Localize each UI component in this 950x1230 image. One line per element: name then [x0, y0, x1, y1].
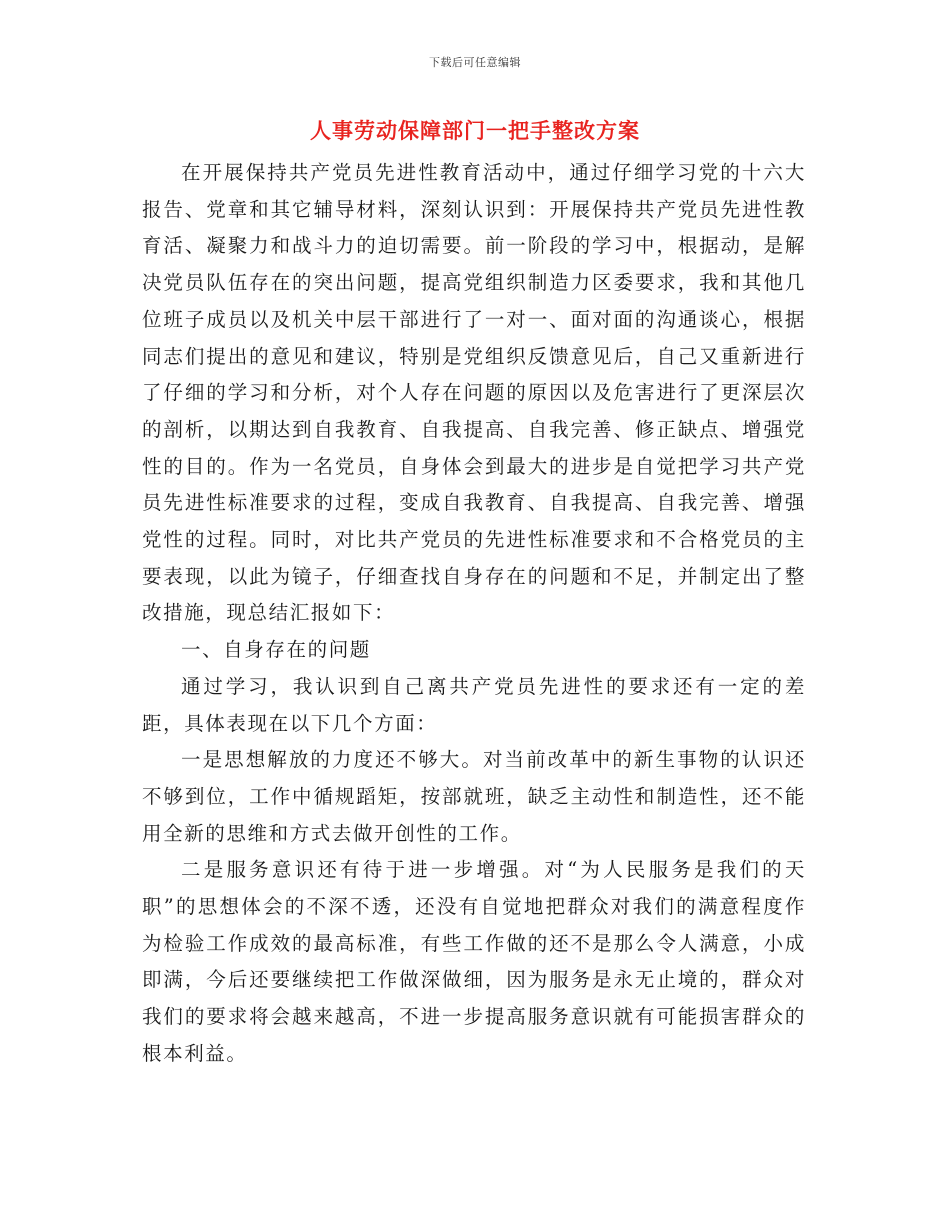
section-heading: 一、自身存在的问题	[181, 638, 371, 662]
header-note: 下载后可任意编辑	[429, 56, 521, 69]
document-body	[142, 155, 806, 1073]
document-title: 人事劳动保障部门一把手整改方案	[310, 118, 640, 143]
paragraph-point-two: 二是服务意识还有待于进一步增强。对“为人民服务是我们的天职”的思想体会的不深不透，还没有自觉地把群众对我们的满意程度作为检验工作成效的最高标准，有些工作做的还不是那么令人满意，小成即满，今后还要继续把工作做深做细，因为服务是永无止境的，群众对我们的要求将会越来越高，不进一步提高服务意识就有可能损害群众的根本利益。	[142, 858, 806, 1065]
paragraph-point-one: 一是思想解放的力度还不够大。对当前改革中的新生事物的认识还不够到位，工作中循规蹈矩，按部就班，缺乏主动性和制造性，还不能用全新的思维和方式去做开创性的工作。	[142, 748, 806, 845]
paragraph-intro: 在开展保持共产党员先进性教育活动中，通过仔细学习党的十六大报告、党章和其它辅导材料，深刻认识到：开展保持共产党员先进性教育活、凝聚力和战斗力的迫切需要。前一阶段的学习中，根据动，是解决党员队伍存在的突出问题，提高党组织制造力区委要求，我和其他几位班子成员以及机关中层干部进行了一对一、面对面的沟通谈心，根据同志们提出的意见和建议，特别是党组织反馈意见后，自己又重新进行了仔细的学习和分析，对个人存在问题的原因以及危害进行了更深层次的剖析，以期达到自我教育、自我提高、自我完善、修正缺点、增强党性的目的。作为一名党员，自身体会到最大的进步是自觉把学习共产党员先进性标准要求的过程，变成自我教育、自我提高、自我完善、增强党性的过程。同时，对比共产党员的先进性标准要求和不合格党员的主要表现，以此为镜子，仔细查找自身存在的问题和不足，并制定出了整改措施，现总结汇报如下：	[142, 161, 806, 625]
paragraph-summary: 通过学习，我认识到自己离共产党员先进性的要求还有一定的差距，具体表现在以下几个方面：	[142, 674, 806, 735]
